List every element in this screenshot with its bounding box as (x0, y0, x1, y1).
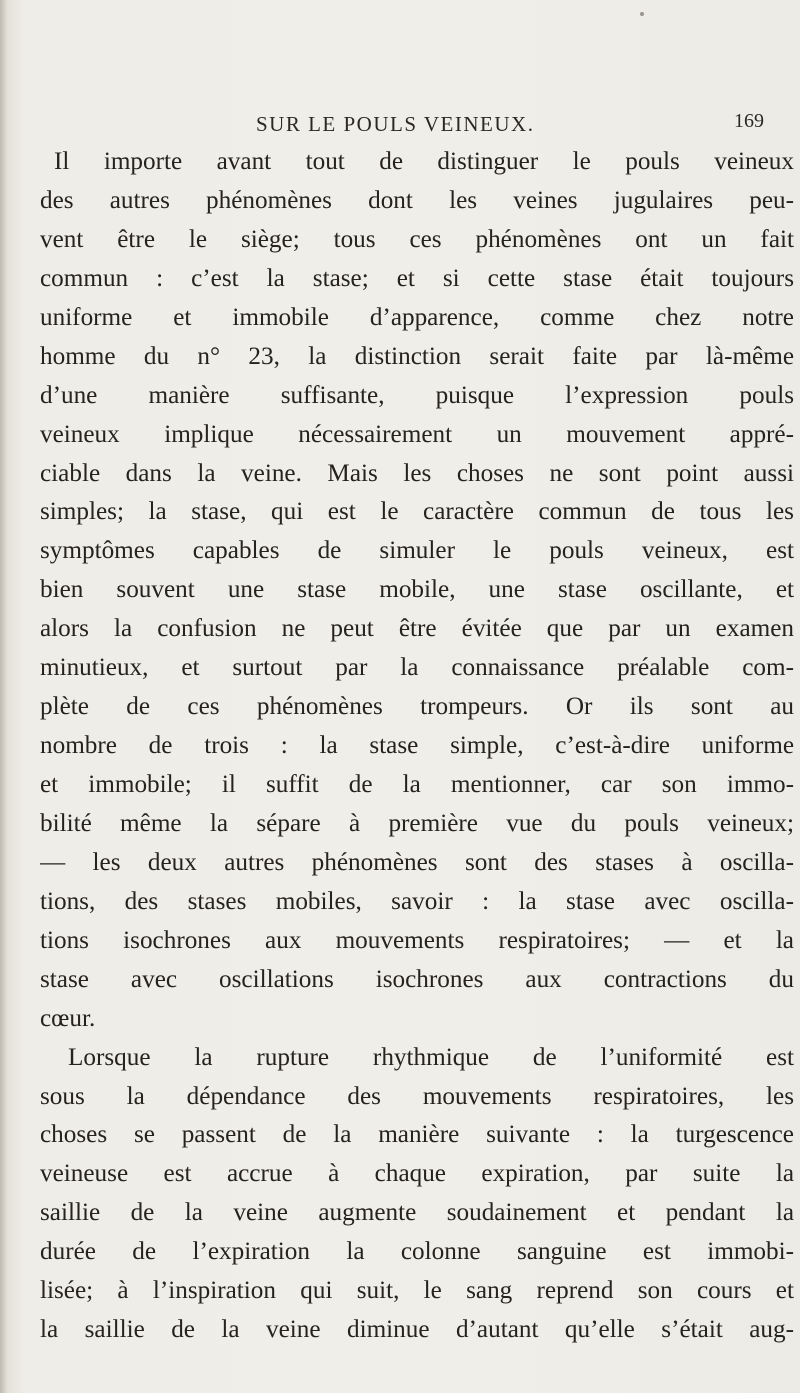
text-line: stase avec oscillations isochrones aux contractions du (40, 965, 794, 993)
text-line: bilité même la sépare à première vue du pouls veineux; (40, 809, 794, 837)
text-line: nombre de trois : la stase simple, c’est-à-dire uniforme (40, 732, 794, 760)
text-line: saillie de la veine augmente soudainement et pendant la (40, 1199, 794, 1227)
text-line: alors la confusion ne peut être évitée que par un examen (40, 615, 794, 643)
text-line: tions, des stases mobiles, savoir : la stase avec oscilla- (40, 887, 794, 915)
text-line: choses se passent de la manière suivante : la turgescence (40, 1121, 794, 1149)
text-line: minutieux, et surtout par la connaissance préalable com- (40, 654, 794, 682)
text-line: lisée; à l’inspiration qui suit, le sang reprend son cours et (40, 1277, 794, 1305)
paragraph-start-line: Lorsque la rupture rhythmique de l’uniformité est (68, 1043, 794, 1071)
text-line: symptômes capables de simuler le pouls veineux, est (40, 537, 794, 565)
text-line: — les deux autres phénomènes sont des stases à oscilla- (40, 848, 794, 876)
text-line: bien souvent une stase mobile, une stase oscillante, et (40, 576, 794, 604)
page-header (0, 108, 800, 142)
page-number: 169 (734, 110, 764, 132)
text-line: vent être le siège; tous ces phénomènes ont un fait (40, 225, 794, 253)
text-line: cœur. (40, 1004, 96, 1032)
text-line: simples; la stase, qui est le caractère commun de tous les (40, 498, 794, 526)
running-head: SUR LE POULS VEINEUX. (256, 112, 535, 136)
paper-speck (640, 12, 644, 16)
text-line: commun : c’est la stase; et si cette stase était toujours (40, 264, 794, 292)
page-binding-edge (0, 0, 6, 1393)
text-line: veineux implique nécessairement un mouvement appré- (40, 420, 794, 448)
text-line: tions isochrones aux mouvements respiratoires; — et la (40, 926, 794, 954)
body-text (40, 143, 794, 1350)
text-line: plète de ces phénomènes trompeurs. Or ils sont au (40, 693, 794, 721)
text-line: homme du n° 23, la distinction serait faite par là-même (40, 342, 794, 370)
text-line: ciable dans la veine. Mais les choses ne sont point aussi (40, 459, 794, 487)
text-line: durée de l’expiration la colonne sanguine est immobi- (40, 1238, 794, 1266)
text-line: d’une manière suffisante, puisque l’expression pouls (40, 381, 794, 409)
text-line: des autres phénomènes dont les veines jugulaires peu- (40, 186, 794, 214)
text-line: la saillie de la veine diminue d’autant qu’elle s’était aug- (40, 1316, 794, 1344)
text-line: Il importe avant tout de distinguer le pouls veineux (54, 148, 794, 175)
text-line: veineuse est accrue à chaque expiration, par suite la (40, 1160, 794, 1188)
text-line: sous la dépendance des mouvements respiratoires, les (40, 1082, 794, 1110)
text-line: et immobile; il suffit de la mentionner, car son immo- (40, 771, 794, 798)
text-line: uniforme et immobile d’apparence, comme chez notre (40, 303, 794, 331)
